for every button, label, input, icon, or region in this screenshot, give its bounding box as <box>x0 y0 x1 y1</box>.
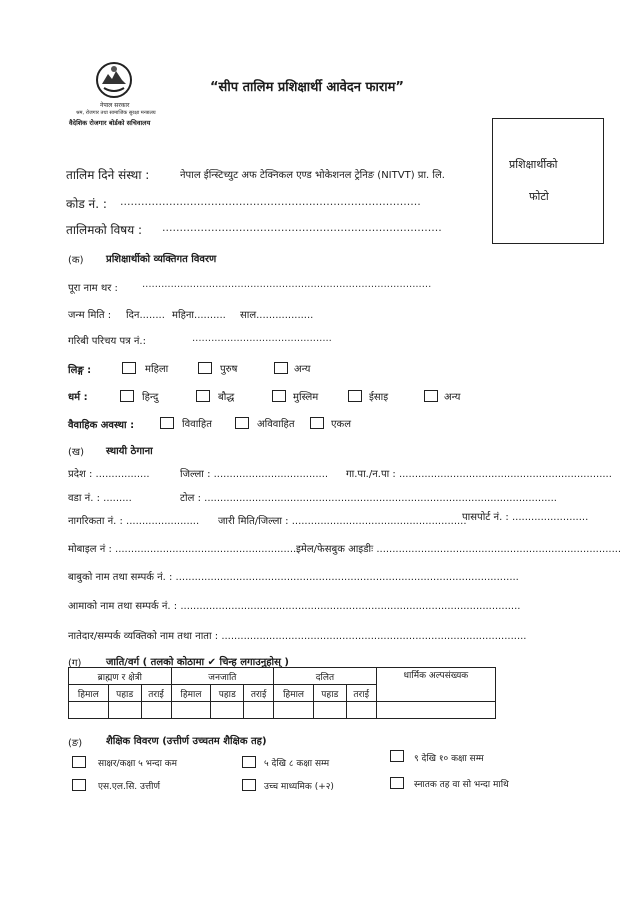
tole-field[interactable]: टोल : ............................................................................................................... <box>180 493 557 504</box>
religion-checkbox-muslim[interactable] <box>272 390 286 402</box>
emblem-caption-1: नेपाल सरकार <box>100 102 130 109</box>
code-field[interactable]: ...................................................................................... <box>120 195 421 208</box>
edu-option-bachelor: स्नातक तह वा सो भन्दा माथि <box>414 780 509 790</box>
caste-cell[interactable] <box>346 702 376 719</box>
section-ga-marker: (ग) <box>68 658 82 669</box>
edu-option-higher-secondary: उच्च माध्यमिक (+२) <box>264 782 334 792</box>
ward-field[interactable]: वडा नं. : ......... <box>68 493 132 504</box>
edu-option-5-8: ५ देखि ८ कक्षा सम्म <box>264 759 330 769</box>
gender-option-other: अन्य <box>294 364 311 375</box>
dob-label: जन्म मिति : <box>68 310 112 321</box>
dob-day-field[interactable]: दिन........ <box>126 310 165 321</box>
dob-year-field[interactable]: साल.................. <box>240 310 314 321</box>
caste-cell[interactable] <box>108 702 141 719</box>
caste-sub-pahad: पहाड <box>313 685 346 702</box>
edu-checkbox-9-10[interactable] <box>390 750 404 762</box>
religion-option-other: अन्य <box>444 392 461 403</box>
caste-sub-himal: हिमाल <box>171 685 211 702</box>
institution-label: तालिम दिने संस्था : <box>66 168 150 182</box>
marital-option-single: एकल <box>331 419 351 430</box>
photo-box <box>492 118 604 244</box>
municipality-field[interactable]: गा.पा./न.पा : ................................................................... <box>346 469 612 480</box>
caste-table <box>68 667 496 719</box>
caste-sub-himal: हिमाल <box>69 685 109 702</box>
district-field[interactable]: जिल्ला : .................................... <box>180 469 329 480</box>
caste-sub-terai: तराई <box>244 685 274 702</box>
edu-checkbox-literate[interactable] <box>72 756 86 768</box>
caste-sub-pahad: पहाड <box>108 685 141 702</box>
gender-label: लिङ्ग : <box>68 365 92 376</box>
issue-date-district-field[interactable]: जारी मिति/जिल्ला : ....................................................... <box>218 516 467 527</box>
caste-sub-terai: तराई <box>346 685 376 702</box>
dob-month-field[interactable]: महिना.......... <box>172 310 226 321</box>
emblem-caption-3: वैदेशिक रोजगार बोर्डको सचिवालय <box>69 119 151 127</box>
code-label: कोड नं. : <box>66 197 107 211</box>
photo-box-label-2: फोटो <box>529 190 549 203</box>
marital-checkbox-married[interactable] <box>160 417 174 429</box>
caste-group-religious-minority: धार्मिक अल्पसंख्यक <box>376 668 495 702</box>
edu-option-literate: साक्षर/कक्षा ५ भन्दा कम <box>98 759 178 769</box>
caste-cell[interactable] <box>69 702 109 719</box>
institution-value: नेपाल ईन्स्टिच्युट अफ टेक्निकल एण्ड भोकेशनल ट्रेनिङ (NITVT) प्रा. लि. <box>180 170 445 181</box>
marital-checkbox-single[interactable] <box>310 417 324 429</box>
marital-label: वैवाहिक अवस्था : <box>68 420 135 431</box>
marital-checkbox-unmarried[interactable] <box>235 417 249 429</box>
caste-cell[interactable] <box>313 702 346 719</box>
section-nga-title: शैक्षिक विवरण (उत्तीर्ण उच्चतम शैक्षिक तह) <box>106 736 267 747</box>
mobile-field[interactable]: मोबाइल नं : .......................................................... <box>68 544 300 555</box>
religion-option-hindu: हिन्दु <box>142 392 159 403</box>
edu-checkbox-slc[interactable] <box>72 779 86 791</box>
religion-label: धर्म : <box>68 392 88 403</box>
section-nga-marker: (ङ) <box>68 738 83 749</box>
caste-cell[interactable] <box>141 702 171 719</box>
religion-checkbox-christian[interactable] <box>348 390 362 402</box>
caste-group-dalit: दलित <box>274 668 377 685</box>
government-emblem <box>94 60 134 100</box>
passport-field[interactable]: पासपोर्ट नं. : ........................ <box>462 512 589 523</box>
father-field[interactable]: बाबुको नाम तथा सम्पर्क नं. : ............................................................................................................ <box>68 572 519 583</box>
caste-sub-himal: हिमाल <box>274 685 314 702</box>
province-field[interactable]: प्रदेश : ................. <box>68 469 150 480</box>
edu-option-9-10: ९ देखि १० कक्षा सम्म <box>414 754 484 764</box>
caste-cell[interactable] <box>274 702 314 719</box>
religion-checkbox-hindu[interactable] <box>120 390 134 402</box>
religion-checkbox-other[interactable] <box>424 390 438 402</box>
relative-field[interactable]: नातेदार/सम्पर्क व्यक्तिको नाम तथा नाता : ................................................................................................ <box>68 631 527 642</box>
section-kha-title: स्थायी ठेगाना <box>106 446 153 457</box>
gender-checkbox-female[interactable] <box>122 362 136 374</box>
gender-checkbox-other[interactable] <box>274 362 288 374</box>
marital-option-married: विवाहित <box>182 419 212 430</box>
emblem-caption-2: श्रम, रोजगार तथा सामाजिक सुरक्षा मन्त्रालय <box>76 110 156 116</box>
gender-option-male: पुरुष <box>220 364 238 375</box>
religion-option-christian: ईसाइ <box>369 392 389 403</box>
photo-box-label-1: प्रशिक्षार्थीको <box>509 158 558 171</box>
religion-option-muslim: मुस्लिम <box>293 392 319 403</box>
section-ka-marker: (क) <box>68 255 84 266</box>
mother-field[interactable]: आमाको नाम तथा सम्पर्क नं. : ........................................................................................................... <box>68 601 521 612</box>
poverty-card-field[interactable]: ............................................ <box>192 333 332 344</box>
caste-sub-terai: तराई <box>141 685 171 702</box>
section-ka-title: प्रशिक्षार्थीको व्यक्तिगत विवरण <box>106 254 217 265</box>
subject-field[interactable]: ................................................................................ <box>162 221 442 234</box>
caste-cell[interactable] <box>171 702 211 719</box>
section-kha-marker: (ख) <box>68 447 84 458</box>
gender-option-female: महिला <box>145 364 169 375</box>
caste-group-janajati: जनजाति <box>171 668 274 685</box>
caste-cell[interactable] <box>376 702 495 719</box>
marital-option-unmarried: अविवाहित <box>257 419 295 430</box>
edu-checkbox-higher-secondary[interactable] <box>242 779 256 791</box>
religion-checkbox-buddhist[interactable] <box>196 390 210 402</box>
full-name-label: पूरा नाम थर : <box>68 283 118 294</box>
caste-sub-pahad: पहाड <box>211 685 244 702</box>
caste-cell[interactable] <box>211 702 244 719</box>
form-title: “सीप तालिम प्रशिक्षार्थी आवेदन फाराम” <box>210 80 404 95</box>
section-ga-title: जाति/वर्ग ( तलको कोठामा ✔ चिन्ह लगाउनुहोस् ) <box>106 657 289 668</box>
gender-checkbox-male[interactable] <box>198 362 212 374</box>
caste-group-brahmin-chhetri: ब्राह्मण र क्षेत्री <box>69 668 172 685</box>
edu-checkbox-bachelor[interactable] <box>390 777 404 789</box>
subject-label: तालिमको विषय : <box>66 223 143 237</box>
religion-option-buddhist: बौद्ध <box>218 392 235 403</box>
citizenship-field[interactable]: नागरिकता नं. : ....................... <box>68 516 200 527</box>
full-name-field[interactable]: ........................................................................................... <box>142 279 432 290</box>
caste-cell[interactable] <box>244 702 274 719</box>
poverty-card-label: गरिबी परिचय पत्र नं.: <box>68 336 146 347</box>
email-field[interactable]: इमेल/फेसबुक आइडीः ............................................................................. <box>296 544 622 555</box>
edu-option-slc: एस.एल.सि. उत्तीर्ण <box>98 782 160 792</box>
edu-checkbox-5-8[interactable] <box>242 756 256 768</box>
